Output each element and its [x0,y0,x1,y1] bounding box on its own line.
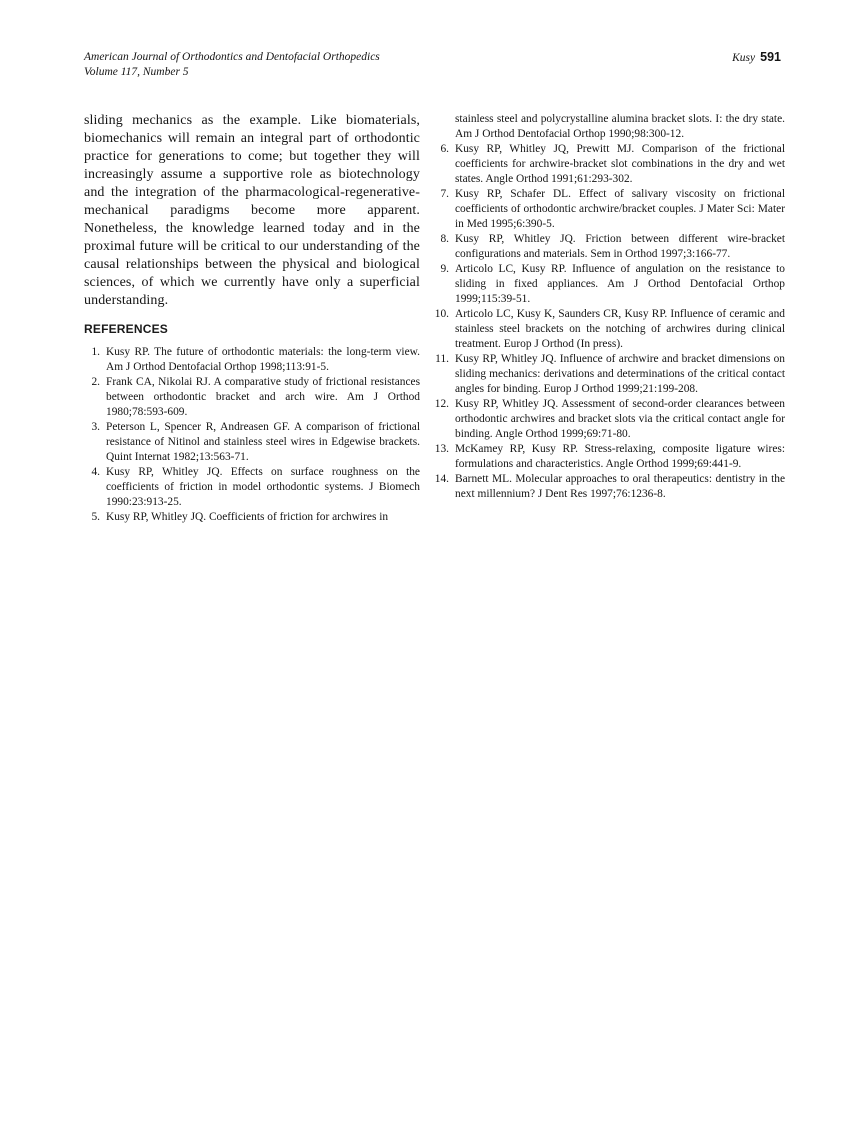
reference-item [433,187,785,232]
reference-number: 5. [91,511,100,523]
reference-text: Articolo LC, Kusy K, Saunders CR, Kusy RP. Influence of ceramic and stainless steel brackets on the notching of archwires during clinical treatment. Europ J Orthod (In press). [455,308,785,350]
reference-item [433,472,785,502]
journal-name: American Journal of Orthodontics and Dentofacial Orthopedics [84,51,380,63]
reference-number: 6. [440,143,449,155]
reference-number: 12. [434,398,449,410]
reference-item [433,262,785,307]
reference-number: 13. [434,443,449,455]
reference-text: Frank CA, Nikolai RJ. A comparative study of frictional resistances between orthodontic bracket and arch wire. Am J Orthod 1980;78:593-609. [106,376,420,418]
reference-number: 11. [435,353,449,365]
reference-number: 14. [434,473,449,485]
reference-text: Barnett ML. Molecular approaches to oral therapeutics: dentistry in the next millennium? J Dent Res 1997;76:1236-8. [455,473,785,500]
reference-number: 3. [91,421,100,433]
running-header [84,50,781,80]
reference-number: 7. [440,188,449,200]
body-paragraph: sliding mechanics as the example. Like biomaterials, biomechanics will remain an integral part of orthodontic practice for generations to come; but together they will increasingly assume a supportive role as biotechnology and the integration of the pharmacological-regenerative-mechanical paradigms become more apparent. Nonetheless, the knowledge learned today and in the proximal future will be critical to our understanding of the causal relationships between the physical and biological sciences, of which we currently have only a superficial understanding. [84,113,420,308]
references-list-left [84,345,420,525]
reference-text: Kusy RP, Whitley JQ. Coefficients of friction for archwires in [106,511,389,523]
reference-item [433,307,785,352]
page-number: 591 [760,50,781,64]
reference-number: 1. [91,346,100,358]
reference-number: 4. [91,466,100,478]
reference-item [84,375,420,420]
issue-info: Volume 117, Number 5 [84,66,189,78]
running-author: Kusy [732,52,756,64]
reference-text: Kusy RP, Whitley JQ, Prewitt MJ. Comparison of the frictional coefficients for archwire-bracket slot combinations in the dry and wet states. Angle Orthod 1991;61:293-302. [455,143,785,185]
reference-item [433,142,785,187]
page-header-right [732,50,781,64]
reference-item [84,510,420,525]
reference-number: 2. [91,376,100,388]
reference-item [433,232,785,262]
reference-text: Kusy RP, Whitley JQ. Assessment of second-order clearances between orthodontic archwires and bracket slots via the critical contact angle for binding. Angle Orthod 1999;69:71-80. [455,398,785,440]
reference-text: Kusy RP. The future of orthodontic materials: the long-term view. Am J Orthod Dentofacial Orthop 1998;113:91-5. [106,346,420,373]
reference-text: McKamey RP, Kusy RP. Stress-relaxing, composite ligature wires: formulations and characteristics. Angle Orthod 1999;69:441-9. [455,443,785,470]
reference-text: Kusy RP, Whitley JQ. Influence of archwire and bracket dimensions on sliding mechanics: derivations and determinations of the critical contact angles for binding. Europ J Orthod 1999;21:199-208. [455,353,785,395]
reference-text: Articolo LC, Kusy RP. Influence of angulation on the resistance to sliding in fixed appliances. Am J Orthod Dentofacial Orthop 1999;115:39-51. [455,263,785,305]
reference-continuation: stainless steel and polycrystalline alumina bracket slots. I: the dry state. Am J Orthod Dentofacial Orthop 1990;98:300-12. [455,113,785,140]
reference-item [433,352,785,397]
references-heading: REFERENCES [84,322,169,336]
reference-text: Peterson L, Spencer R, Andreasen GF. A comparison of frictional resistance of Nitinol and stainless steel wires in Edgewise brackets. Quint Internat 1982;13:563-71. [106,421,420,463]
reference-item [433,442,785,472]
reference-number: 9. [440,263,449,275]
reference-item [84,465,420,510]
reference-item [84,345,420,375]
reference-item [433,397,785,442]
references-list-right [433,142,785,502]
reference-text: Kusy RP, Whitley JQ. Friction between different wire-bracket configurations and materials. Sem in Orthod 1997;3:166-77. [455,233,785,260]
reference-text: Kusy RP, Schafer DL. Effect of salivary viscosity on frictional coefficients of orthodontic archwire/bracket couples. J Mater Sci: Mater in Med 1995;6:390-5. [455,188,785,230]
reference-item [84,420,420,465]
reference-text: Kusy RP, Whitley JQ. Effects on surface roughness on the coefficients of friction in model orthodontic systems. J Biomech 1990:23:913-25. [106,466,420,508]
reference-number: 8. [440,233,449,245]
journal-info [84,50,380,80]
reference-number: 10. [434,308,449,320]
right-column [433,112,785,502]
left-column [84,112,420,525]
